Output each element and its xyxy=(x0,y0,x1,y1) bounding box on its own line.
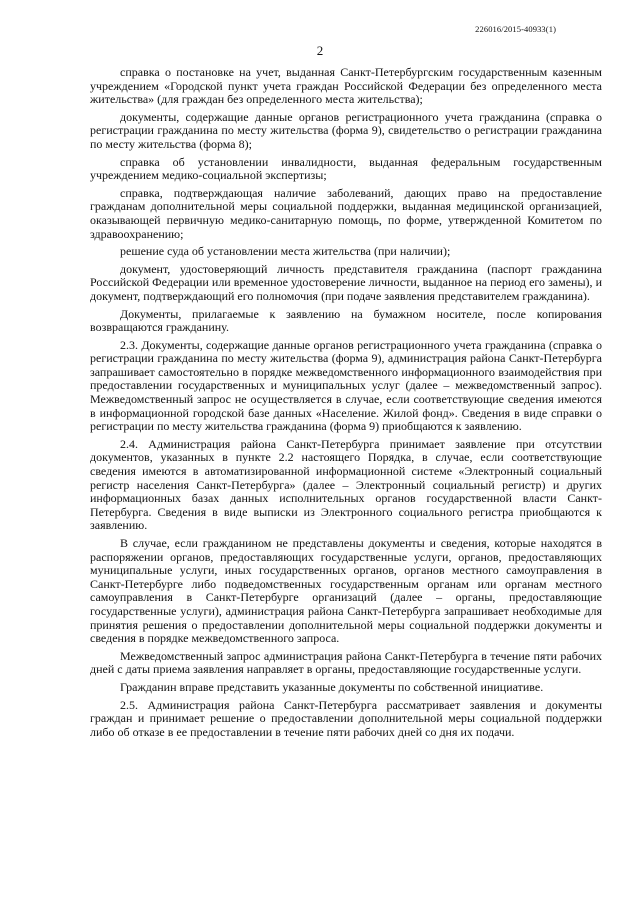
paragraph: 2.4. Администрация района Санкт-Петербурга принимает заявление при отсутствии документов, указанных в пункте 2.2 настоящего Порядка, в случае, если соответствующие сведения имеются в автоматизированной информационной системе «Электронный социальный регистр населения Санкт-Петербурга» (далее – Электронный социальный регистр) и других информационных базах данных исполнительных органов государственной власти Санкт-Петербурга. Сведения в виде выписки из Электронного социального регистра приобщаются к заявлению. xyxy=(90,436,602,533)
paragraph: справка, подтверждающая наличие заболеваний, дающих право на предоставление гражданам дополнительной меры социальной поддержки, выданная медицинской организацией, оказывающей первичную медико-санитарную помощь, по форме, утвержденной Комитетом по здравоохранению; xyxy=(90,185,602,241)
paragraph: документы, содержащие данные органов регистрационного учета гражданина (справка о регистрации гражданина по месту жительства (форма 9), свидетельство о регистрации гражданина по месту жительства (форма 8); xyxy=(90,109,602,151)
paragraph: 2.5. Администрация района Санкт-Петербурга рассматривает заявления и документы граждан и принимает решение о предоставлении дополнительной меры социальной поддержки либо об отказе в ее предоставлении в течение пяти рабочих дней со дня их подачи. xyxy=(90,697,602,739)
paragraph: Гражданин вправе представить указанные документы по собственной инициативе. xyxy=(120,679,544,694)
page-number: 2 xyxy=(316,43,324,58)
paragraph: решение суда об установлении места жительства (при наличии); xyxy=(120,244,451,259)
paragraph: справка о постановке на учет, выданная Санкт-Петербургским государственным казенным учреждением «Городской пункт учета граждан Российской Федерации без определенного места жительства» (для граждан без определенного места жительства); xyxy=(90,65,602,107)
paragraph: справка об установлении инвалидности, выданная федеральным государственным учреждением медико-социальной экспертизы; xyxy=(90,154,602,183)
paragraph: 2.3. Документы, содержащие данные органов регистрационного учета гражданина (справка о регистрации гражданина по месту жительства (форма 9), администрация района Санкт-Петербурга запрашивает самостоятельно в порядке межведомственного информационного взаимодействия при предоставлении государственных и муниципальных услуг (далее – межведомственный запрос). Межведомственный запрос не осуществляется в случае, если соответствующие сведения имеются в информационной городской базе данных «Население. Жилой фонд». Сведения в виде справки о регистрации по месту жительства гражданина (форма 9) приобщаются к заявлению. xyxy=(90,337,602,434)
document-registration-number: 226016/2015-40933(1) xyxy=(475,24,556,34)
paragraph: Межведомственный запрос администрация района Санкт-Петербурга в течение пяти рабочих дней с даты приема заявления направляет в органы, предоставляющие государственные услуги. xyxy=(90,648,602,677)
paragraph: документ, удостоверяющий личность представителя гражданина (паспорт гражданина Российской Федерации или временное удостоверение личности, выданное на период его замены), и документ, подтверждающий его полномочия (при подаче заявления представителем гражданина). xyxy=(90,261,602,303)
document-body xyxy=(90,66,602,743)
paragraph: В случае, если гражданином не представлены документы и сведения, которые находятся в распоряжении органов, предоставляющих государственные услуги, органов, предоставляющих муниципальные услуги, иных государственных органов, органов местного самоуправления в Санкт-Петербурге либо подведомственных государственным органам или органам местного самоуправления в Санкт-Петербурге организаций (далее – органы, предоставляющие государственные услуги), администрация района Санкт-Петербурга запрашивает необходимые для принятия решения о предоставлении дополнительной меры социальной поддержки документы и сведения в порядке межведомственного запроса. xyxy=(90,536,602,646)
paragraph: Документы, прилагаемые к заявлению на бумажном носителе, после копирования возвращаются гражданину. xyxy=(90,306,602,335)
